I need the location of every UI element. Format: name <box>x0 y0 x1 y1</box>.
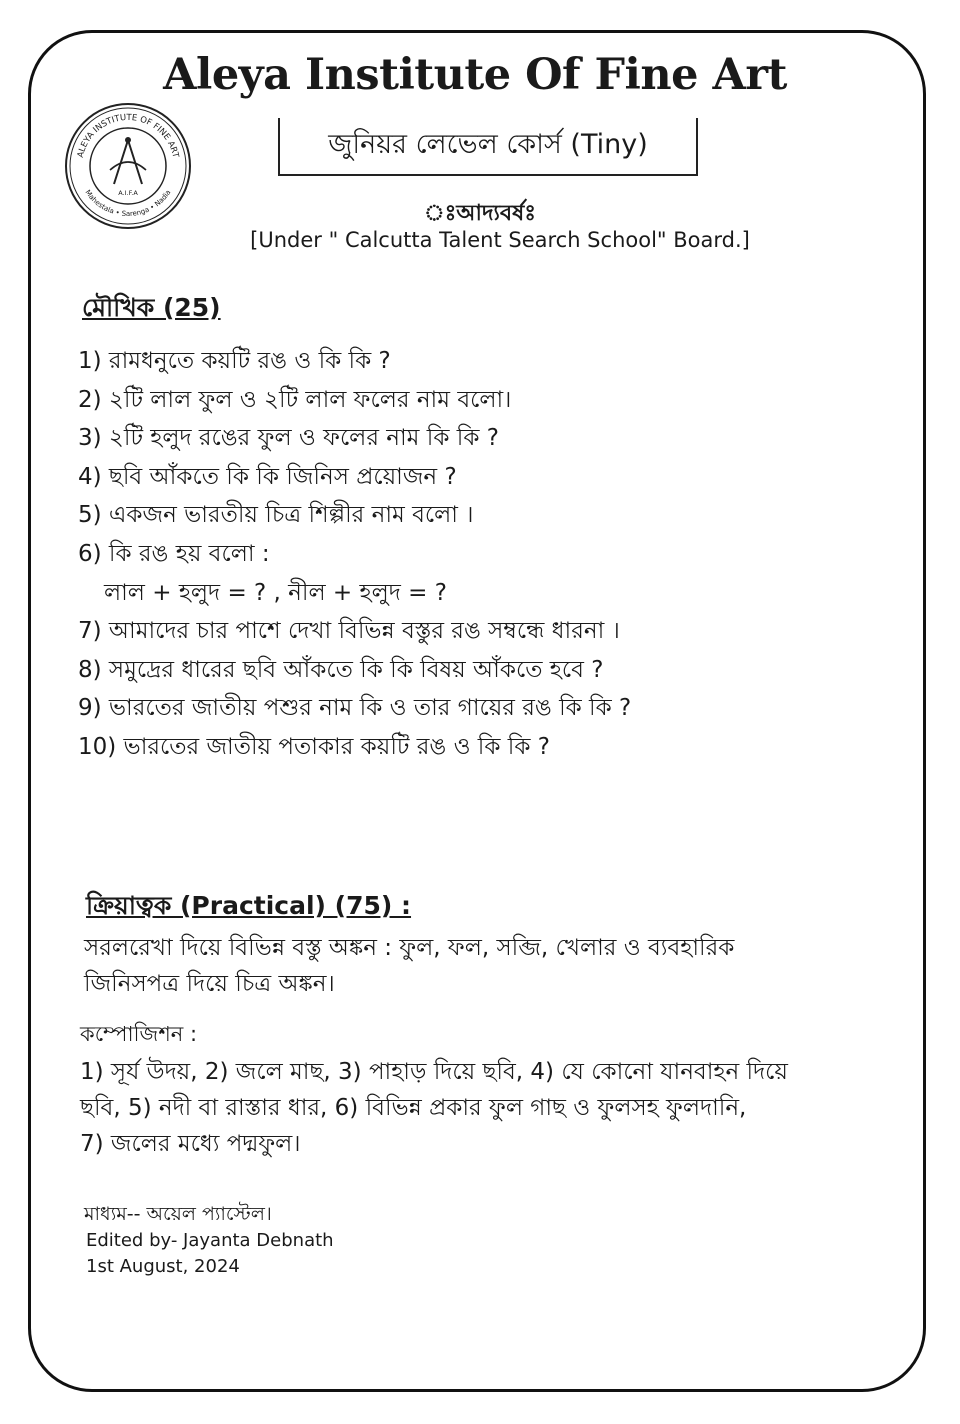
seal-ring-bottom-text: Mahestala • Sarenga • Nadia <box>83 188 173 219</box>
oral-question: 7) আমাদের চার পাশে দেখা বিভিন্ন বস্তুর রঙ সম্বন্ধে ধারনা । <box>78 618 620 645</box>
medium-note: মাধ্যম-- অয়েল প্যাস্টেল। <box>84 1203 272 1225</box>
course-title-box <box>278 118 698 176</box>
board-affiliation: [Under " Calcutta Talent Search School" Board.] <box>250 228 750 252</box>
oral-question: 4) ছবি আঁকতে কি কি জিনিস প্রয়োজন ? <box>78 463 457 490</box>
page-title: Aleya Institute Of Fine Art <box>163 50 787 100</box>
oral-question-list <box>78 342 898 767</box>
oral-question: 2) ২টি লাল ফুল ও ২টি লাল ফলের নাম বলো। <box>78 386 512 413</box>
oral-section-heading: মৌখিক (25) <box>82 293 221 322</box>
oral-question: 9) ভারতের জাতীয় পশুর নাম কি ও তার গায়ের রঙ কি কি ? <box>78 695 632 722</box>
oral-question: 6) কি রঙ হয় বলো : <box>78 540 270 567</box>
composition-line: 7) জলের মধ্যে পদ্মফুল। <box>80 1131 301 1157</box>
oral-question: 8) সমুদ্রের ধারের ছবি আঁকতে কি কি বিষয় আঁকতে হবে ? <box>78 656 604 683</box>
drawing-description-line: জিনিসপত্র দিয়ে চিত্র অঙ্কন। <box>84 971 335 997</box>
drawing-description-line: সরলরেখা দিয়ে বিভিন্ন বস্তু অঙ্কন : ফুল, ফল, সব্জি, খেলার ও ব্যবহারিক <box>84 935 735 961</box>
course-title: জুনিয়র লেভেল কোর্স (Tiny) <box>328 129 648 160</box>
oral-question: 3) ২টি হলুদ রঙের ফুল ও ফলের নাম কি কি ? <box>78 425 499 452</box>
seal-initials: A.I.F.A <box>118 189 138 197</box>
editor-credit: Edited by- Jayanta Debnath <box>86 1230 334 1251</box>
oral-question-subline: লাল + হলুদ = ? , নীল + হলুদ = ? <box>104 579 447 606</box>
composition-line: 1) সূর্য উদয়, 2) জলে মাছ, 3) পাহাড় দিয়ে ছবি, 4) যে কোনো যানবাহন দিয়ে <box>80 1059 788 1085</box>
practical-section-heading: ক্রিয়াত্বক (Practical) (75) : <box>86 891 412 920</box>
oral-question: 5) একজন ভারতীয় চিত্র শিল্পীর নাম বলো । <box>78 502 474 529</box>
institute-seal-logo <box>62 100 194 232</box>
oral-question: 10) ভারতের জাতীয় পতাকার কয়টি রঙ ও কি কি ? <box>78 733 550 760</box>
composition-label: কম্পোজিশন : <box>80 1022 198 1046</box>
oral-question: 1) রামধনুতে কয়টি রঙ ও কি কি ? <box>78 348 391 374</box>
composition-line: ছবি, 5) নদী বা রাস্তার ধার, 6) বিভিন্ন প্রকার ফুল গাছ ও ফুলসহ ফুলদানি, <box>80 1095 747 1121</box>
seal-ring-top-text: ALEYA INSTITUTE OF FINE ART <box>75 112 181 159</box>
session-label: ঃআদ্যবর্ষঃ <box>423 201 537 226</box>
edit-date: 1st August, 2024 <box>86 1256 240 1277</box>
compass-icon <box>110 137 146 184</box>
